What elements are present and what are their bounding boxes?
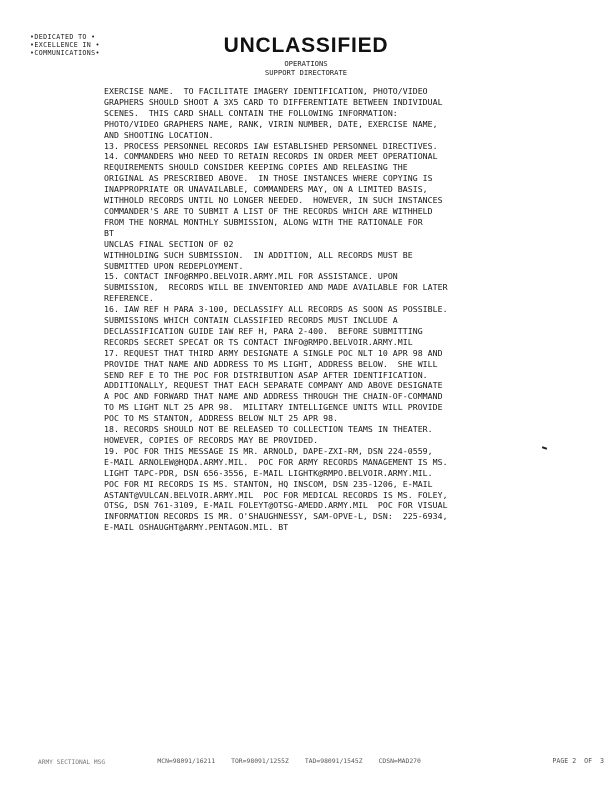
message-line: TO MS LIGHT NLT 25 APR 98. MILITARY INTELLIGENCE UNITS WILL PROVIDE xyxy=(104,402,443,413)
message-line: LIGHT TAPC-PDR, DSN 656-3556, E-MAIL LIGHTK@RMPO.BELVOIR.ARMY.MIL. xyxy=(104,467,433,478)
message-line: E-MAIL ARNOLEW@HQDA.ARMY.MIL. POC FOR ARMY RECORDS MANAGEMENT IS MS. xyxy=(104,456,448,467)
motto-line: •EXCELLENCE IN • xyxy=(30,41,100,49)
office-heading xyxy=(0,60,612,77)
message-line: 19. POC FOR THIS MESSAGE IS MR. ARNOLD, DAPE-ZXI-RM, DSN 224-0559, xyxy=(104,445,433,456)
message-body xyxy=(104,86,604,533)
message-line: 14. COMMANDERS WHO NEED TO RETAIN RECORDS IN ORDER MEET OPERATIONAL xyxy=(104,151,438,162)
message-line: 18. RECORDS SHOULD NOT BE RELEASED TO COLLECTION TEAMS IN THEATER. xyxy=(104,424,433,435)
message-line: POC TO MS STANTON, ADDRESS BELOW NLT 25 APR 98. xyxy=(104,413,339,424)
message-line: PHOTO/VIDEO GRAPHERS NAME, RANK, VIRIN NUMBER, DATE, EXERCISE NAME, xyxy=(104,118,438,129)
message-line: SCENES. THIS CARD SHALL CONTAIN THE FOLLOWING INFORMATION: xyxy=(104,107,398,118)
message-line: SEND REF E TO THE POC FOR DISTRIBUTION ASAP AFTER IDENTIFICATION. xyxy=(104,369,428,380)
message-line: PROVIDE THAT NAME AND ADDRESS TO MS LIGHT, ADDRESS BELOW. SHE WILL xyxy=(104,358,438,369)
message-line: OTSG, DSN 761-3109, E-MAIL FOLEYT@OTSG-AMEDD.ARMY.MIL POC FOR VISUAL xyxy=(104,500,448,511)
message-line: INAPPROPRIATE OR UNAVAILABLE, COMMANDERS MAY, ON A LIMITED BASIS, xyxy=(104,184,428,195)
message-line: E-MAIL OSHAUGHT@ARMY.PENTAGON.MIL. BT xyxy=(104,522,289,533)
message-line: SUBMISSION, RECORDS WILL BE INVENTORIED AND MADE AVAILABLE FOR LATER xyxy=(104,282,448,293)
message-line: WITHHOLDING SUCH SUBMISSION. IN ADDITION, ALL RECORDS MUST BE xyxy=(104,249,413,260)
motto-line: •DEDICATED TO • xyxy=(30,33,96,41)
message-line: 13. PROCESS PERSONNEL RECORDS IAW ESTABLISHED PERSONNEL DIRECTIVES. xyxy=(104,140,438,151)
cdsn-id: CDSN=MAD270 xyxy=(378,757,421,765)
message-line: A POC AND FORWARD THAT NAME AND ADDRESS THROUGH THE CHAIN-OF-COMMAND xyxy=(104,391,443,402)
tor-id: TOR=98091/1255Z xyxy=(231,757,289,765)
message-line: SUBMISSIONS WHICH CONTAIN CLASSIFIED RECORDS MUST INCLUDE A xyxy=(104,315,398,326)
footer-left-label: ARMY SECTIONAL MSG xyxy=(38,759,106,766)
message-line: RECORDS SECRET SPECAT OR TS CONTACT INFO@RMPO.BELVOIR.ARMY.MIL xyxy=(104,336,413,347)
page-number: PAGE 2 OF 3 xyxy=(552,757,604,765)
message-line: HOWEVER, COPIES OF RECORDS MAY BE PROVIDED. xyxy=(104,435,319,445)
message-line: GRAPHERS SHOULD SHOOT A 3X5 CARD TO DIFFERENTIATE BETWEEN INDIVIDUAL xyxy=(104,96,443,107)
message-line: ADDITIONALLY, REQUEST THAT EACH SEPARATE COMPANY AND ABOVE DESIGNATE xyxy=(104,380,443,391)
message-line: 16. IAW REF H PARA 3-100, DECLASSIFY ALL RECORDS AS SOON AS POSSIBLE. xyxy=(104,304,448,315)
message-line: COMMANDER'S ARE TO SUBMIT A LIST OF THE RECORDS WHICH ARE WITHHELD xyxy=(104,205,433,216)
message-line: EXERCISE NAME. TO FACILITATE IMAGERY IDENTIFICATION, PHOTO/VIDEO xyxy=(104,86,428,96)
message-line: DECLASSIFICATION GUIDE IAW REF H, PARA 2-400. BEFORE SUBMITTING xyxy=(104,325,423,336)
message-line: 17. REQUEST THAT THIRD ARMY DESIGNATE A SINGLE POC NLT 10 APR 98 AND xyxy=(104,347,443,358)
message-line: WITHHOLD RECORDS UNTIL NO LONGER NEEDED. HOWEVER, IN SUCH INSTANCES xyxy=(104,195,443,206)
message-line: FROM THE NORMAL MONTHLY SUBMISSION, ALONG WITH THE RATIONALE FOR xyxy=(104,216,423,227)
message-line: SUBMITTED UPON REDEPLOYMENT. xyxy=(104,260,244,271)
message-line: AND SHOOTING LOCATION. xyxy=(104,129,214,140)
message-line: REFERENCE. xyxy=(104,293,154,304)
message-line: BT xyxy=(104,227,114,238)
message-line: ORIGINAL AS PRESCRIBED ABOVE. IN THOSE INSTANCES WHERE COPYING IS xyxy=(104,173,433,184)
message-line: REQUIREMENTS SHOULD CONSIDER KEEPING COPIES AND RELEASING THE xyxy=(104,162,408,173)
motto-line: •COMMUNICATIONS• xyxy=(30,49,100,57)
message-line: 15. CONTACT INFO@RMPO.BELVOIR.ARMY.MIL FOR ASSISTANCE. UPON xyxy=(104,271,398,282)
message-line: UNCLAS FINAL SECTION OF 02 xyxy=(104,238,234,249)
message-line: ASTANT@VULCAN.BELVOIR.ARMY.MIL POC FOR MEDICAL RECORDS IS MS. FOLEY, xyxy=(104,489,448,500)
message-ids-footer xyxy=(142,749,437,773)
message-line: POC FOR MI RECORDS IS MS. STANTON, HQ INSCOM, DSN 235-1206, E-MAIL xyxy=(104,478,433,489)
tad-id: TAD=98091/1545Z xyxy=(304,757,363,765)
message-line: INFORMATION RECORDS IS MR. O'SHAUGHNESSY, SAM-OPVE-L, DSN: 225-6934, xyxy=(104,511,448,522)
office-line: SUPPORT DIRECTORATE xyxy=(264,67,348,77)
mcn-id: MCN=98091/16211 xyxy=(157,757,216,765)
office-line: OPERATIONS xyxy=(284,59,328,68)
classification-banner: UNCLASSIFIED xyxy=(223,34,389,57)
